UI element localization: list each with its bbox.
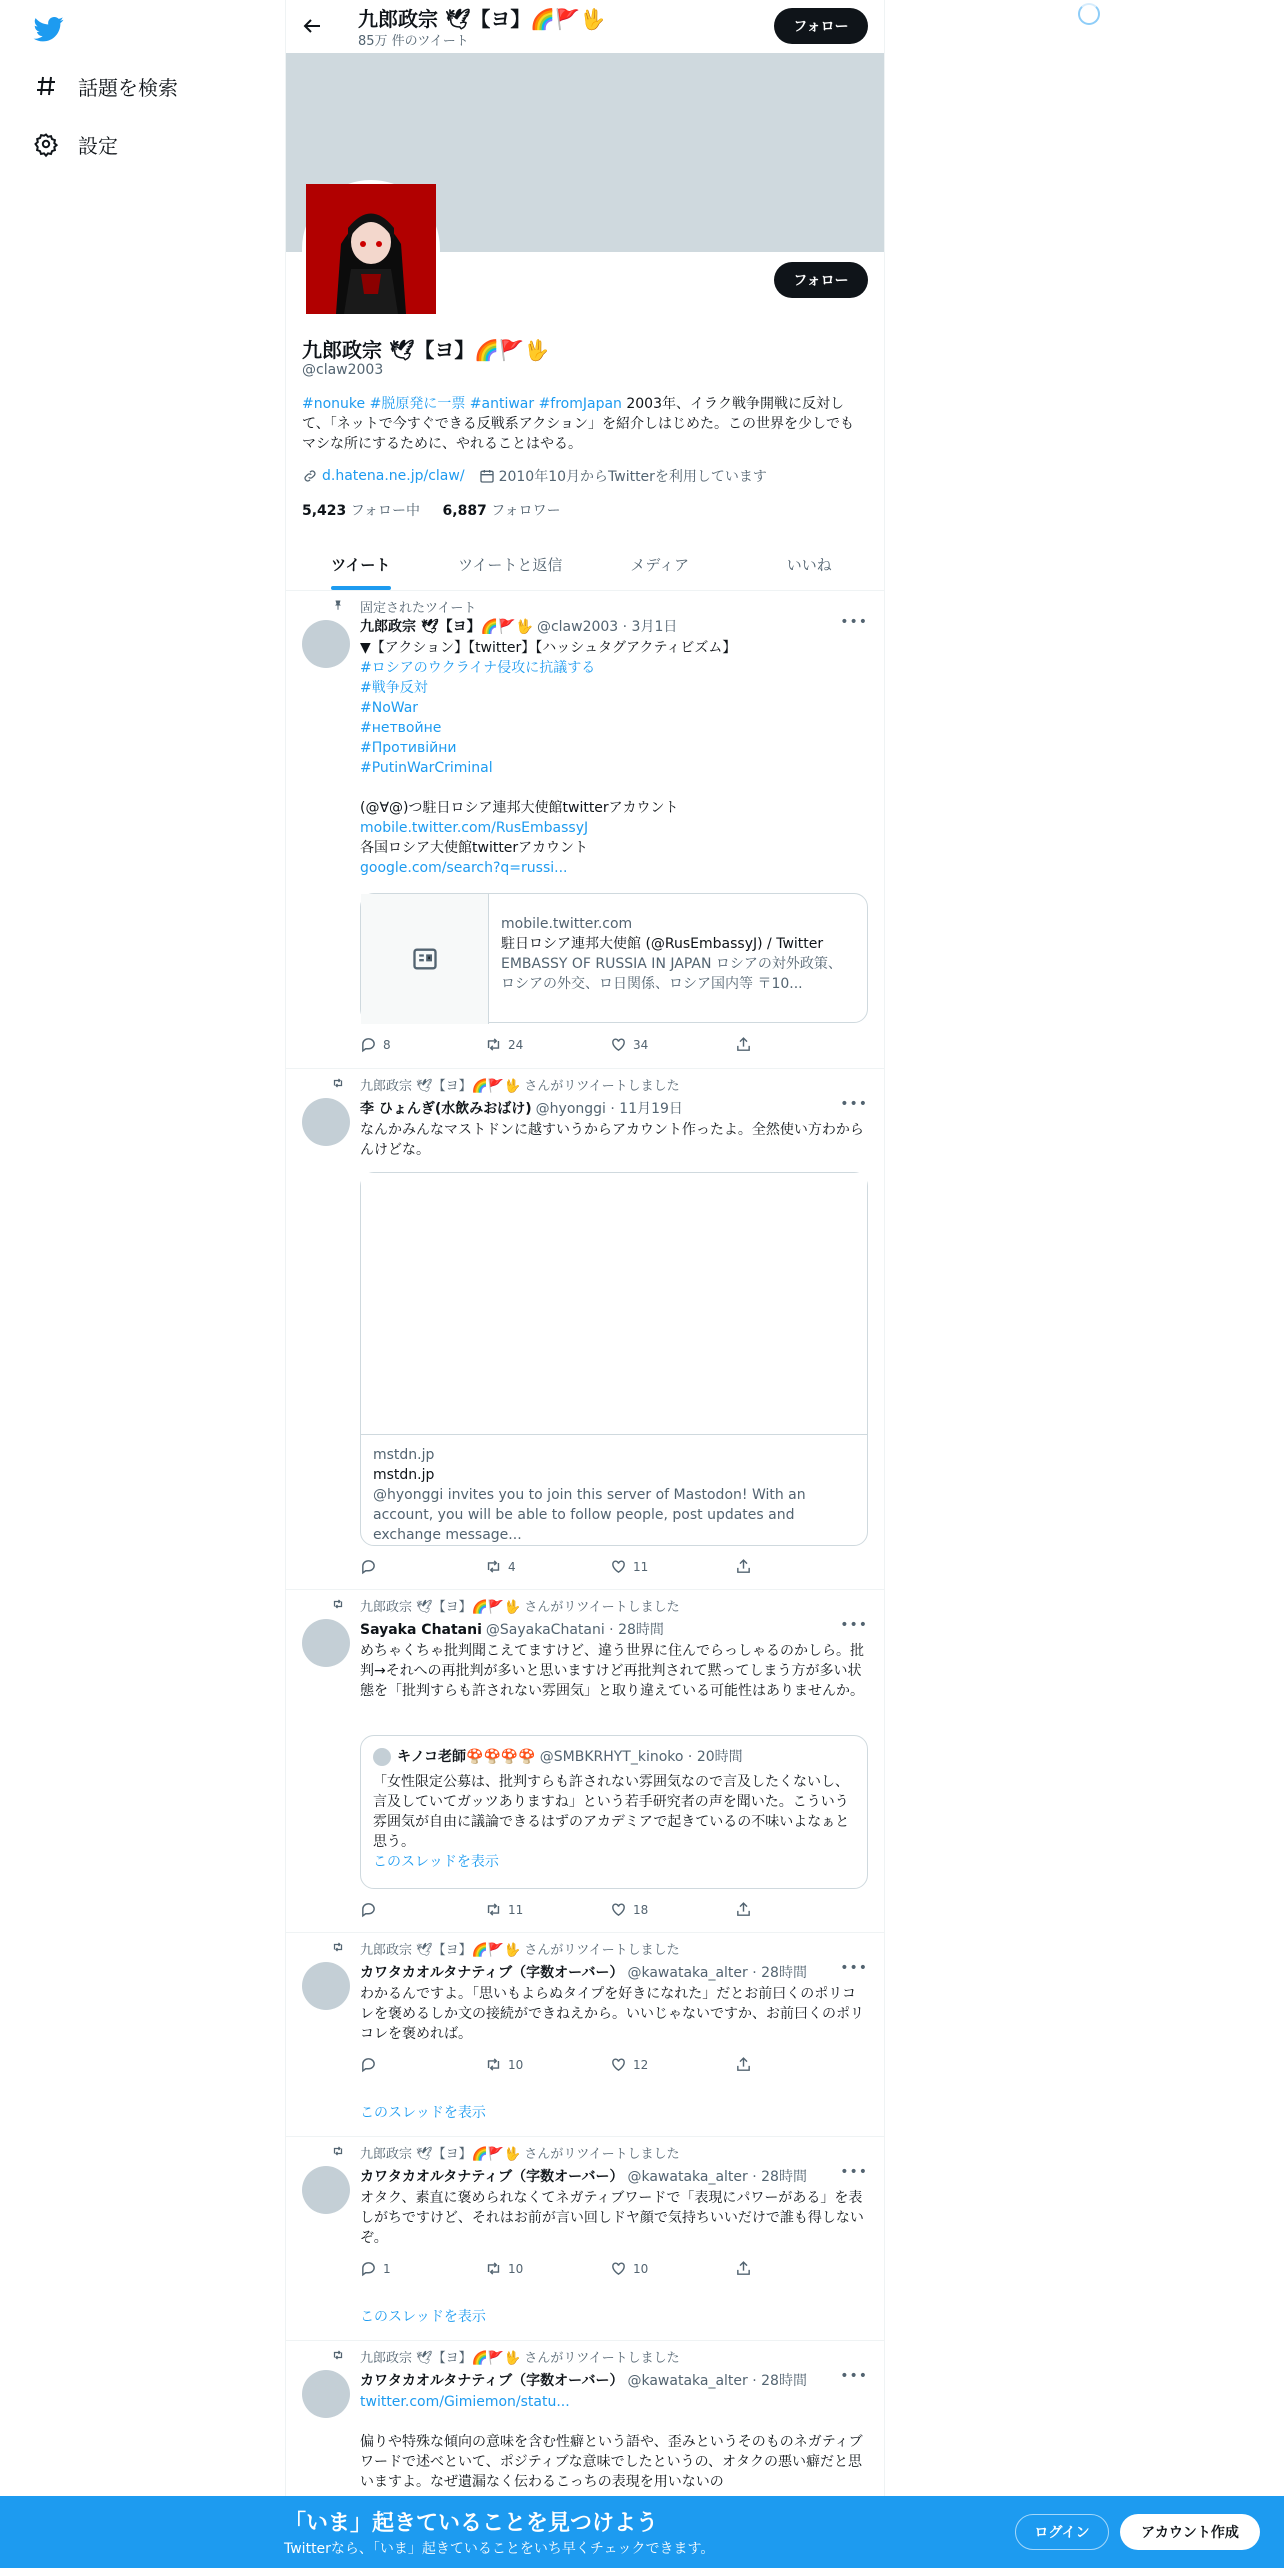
calendar-icon: [479, 468, 495, 484]
link-icon: [302, 468, 318, 484]
tweet-author-name[interactable]: カワタカオルタナティブ（字数オーバー）: [360, 2373, 624, 2389]
share-button[interactable]: [735, 2056, 775, 2073]
profile-bio: [302, 394, 868, 454]
following-link[interactable]: 5,423 フォロー中: [302, 503, 421, 519]
twitter-bird-icon[interactable]: [34, 14, 64, 44]
tweet-actions: [360, 1901, 790, 1918]
share-button[interactable]: [735, 1036, 775, 1053]
profile-handle: @claw2003: [302, 362, 384, 378]
heart-icon: [610, 2056, 627, 2073]
tab-likes[interactable]: いいね: [786, 555, 832, 574]
profile-avatar[interactable]: [302, 180, 440, 318]
like-button[interactable]: 12: [610, 2056, 735, 2073]
profile-column: [285, 0, 885, 2568]
retweet-button[interactable]: 10: [485, 2056, 610, 2073]
tweet-author-name[interactable]: カワタカオルタナティブ（字数オーバー）: [360, 2169, 624, 2185]
avatar-character-image: [306, 184, 436, 314]
retweet-icon: [332, 2145, 344, 2157]
avatar[interactable]: [302, 2166, 350, 2214]
heart-icon: [610, 1901, 627, 1918]
pin-icon: [332, 599, 344, 611]
card-description: EMBASSY OF RUSSIA IN JAPAN ロシアの対外政策、ロシアの外交、ロ日関係、ロシア国内等 〒10...: [501, 956, 842, 992]
retweet-icon: [485, 1036, 502, 1053]
tweet-link[interactable]: twitter.com/Gimiemon/statu...: [360, 2394, 570, 2410]
tweet-context: 九郎政宗 🕊【ヨ】🌈🚩🖖 さんがリツイートしました: [360, 1075, 680, 1094]
tab-tweets-replies[interactable]: ツイートと返信: [458, 555, 563, 574]
hashtag-link[interactable]: #戦争反対: [360, 680, 428, 696]
card-image: [361, 1173, 867, 1435]
login-button[interactable]: ログイン: [1015, 2514, 1109, 2550]
like-button[interactable]: 18: [610, 1901, 735, 1918]
show-thread-link[interactable]: このスレッドを表示: [360, 2105, 486, 2121]
quote-avatar: [373, 1748, 391, 1766]
retweet-icon: [485, 1558, 502, 1575]
google-search-link[interactable]: google.com/search?q=russi...: [360, 860, 568, 876]
left-nav: [0, 0, 285, 2568]
profile-link[interactable]: d.hatena.ne.jp/claw/: [322, 468, 465, 484]
nav-explore-label: 話題を検索: [78, 75, 178, 100]
share-icon: [735, 1901, 752, 1918]
tweet-actions: [360, 1558, 790, 1575]
nav-explore[interactable]: [34, 66, 178, 106]
tweet-meta[interactable]: @hyonggi · 11月19日: [535, 1101, 683, 1117]
link-card[interactable]: [360, 1172, 868, 1546]
retweet-icon: [332, 1077, 344, 1089]
retweet-icon: [332, 1941, 344, 1953]
hashtag-link[interactable]: #PutinWarCriminal: [360, 760, 493, 776]
tweet-retweet[interactable]: [286, 1591, 884, 1933]
heart-icon: [610, 1558, 627, 1575]
tweet-author-name[interactable]: 九郎政宗 🕊【ヨ】🌈🚩🖖: [360, 619, 533, 635]
retweet-button[interactable]: 4: [485, 1558, 610, 1575]
nav-settings[interactable]: [34, 124, 118, 164]
avatar[interactable]: [302, 1962, 350, 2010]
reply-icon: [360, 1036, 377, 1053]
heart-icon: [610, 1036, 627, 1053]
tweet-header: [360, 2370, 807, 2390]
tweet-author-name[interactable]: Sayaka Chatani: [360, 1622, 482, 1638]
tweet-meta[interactable]: @SayakaChatani · 28時間: [485, 1622, 664, 1638]
profile-tabs: [286, 538, 884, 591]
retweet-icon: [332, 2349, 344, 2361]
avatar[interactable]: [302, 1619, 350, 1667]
article-icon: [411, 945, 439, 973]
tweet-author-name[interactable]: カワタカオルタナティブ（字数オーバー）: [360, 1965, 624, 1981]
quote-header: キノコ老師🍄🍄🍄🍄 @SMBKRHYT_kinoko · 20時間: [373, 1746, 855, 1766]
top-bar-name: 九郎政宗 🕊【ヨ】🌈🚩🖖: [358, 7, 606, 31]
reply-button[interactable]: 1: [360, 2260, 485, 2277]
tweet-meta[interactable]: @claw2003 · 3月1日: [536, 619, 678, 635]
tweet-retweet[interactable]: [286, 1070, 884, 1590]
retweet-button[interactable]: 10: [485, 2260, 610, 2277]
tweet-context: 九郎政宗 🕊【ヨ】🌈🚩🖖 さんがリツイートしました: [360, 1596, 680, 1615]
tweet-header: [360, 616, 677, 636]
profile-name: 九郎政宗 🕊【ヨ】🌈🚩🖖: [302, 338, 550, 362]
top-bar-tweet-count: 85万 件のツイート: [358, 34, 469, 49]
retweet-icon: [485, 2056, 502, 2073]
tweet-header: [360, 1619, 664, 1639]
quote-show-thread[interactable]: このスレッドを表示: [373, 1854, 499, 1870]
share-button[interactable]: [735, 1558, 775, 1575]
reply-icon: [360, 1901, 377, 1918]
like-button[interactable]: 34: [610, 1036, 735, 1053]
signup-banner-subtitle: Twitterなら、「いま」起きていることをいち早くチェックできます。: [284, 2541, 715, 2557]
like-button[interactable]: 10: [610, 2260, 735, 2277]
reply-button[interactable]: 8: [360, 1036, 485, 1053]
share-icon: [735, 1558, 752, 1575]
nav-settings-label: 設定: [78, 133, 118, 158]
tweet-retweet[interactable]: [286, 2138, 884, 2341]
tweet-meta[interactable]: @kawataka_alter · 28時間: [627, 1965, 807, 1981]
card-description: @hyonggi invites you to join this server of Mastodon! With an account, you will be able to follow people, post updates and exchange message...: [373, 1487, 806, 1543]
back-arrow-icon[interactable]: [300, 14, 324, 38]
tweet-text: 偏りや特殊な傾向の意味を含む性癖という語や、歪みというそのものネガティブワードで述べといて、ポジティブな意味でしたというの、オタクの悪い癖だと思いますよ。なぜ遺漏なく伝わるこっちの表現を用いないの: [360, 2434, 863, 2490]
reply-button[interactable]: [360, 1558, 485, 1575]
top-bar: [286, 0, 884, 53]
tweet-header: [360, 1962, 807, 1982]
signup-button[interactable]: アカウント作成: [1120, 2514, 1260, 2550]
share-button[interactable]: [735, 2260, 775, 2277]
reply-icon: [360, 2260, 377, 2277]
loading-spinner-icon: [1078, 3, 1100, 25]
bio-hashtags[interactable]: #nonuke #脱原発に一票 #antiwar #fromJapan: [302, 396, 622, 412]
tweet-actions: [360, 2056, 790, 2073]
followers-link[interactable]: 6,887 フォロワー: [442, 503, 561, 519]
hashtag-link[interactable]: #NoWar: [360, 700, 419, 716]
reply-icon: [360, 1558, 377, 1575]
quote-text: 「女性限定公募は、批判すらも許されない雰囲気なので言及したくないし、言及していてガッツありますね」という若手研究者の声を聞いた。こういう雰囲気が自由に議論できるはずのアカデミアで起きているの不味いよなぁと思う。: [373, 1774, 850, 1850]
more-icon[interactable]: •••: [840, 1960, 868, 1976]
tweet-context: 九郎政宗 🕊【ヨ】🌈🚩🖖 さんがリツイートしました: [360, 1939, 680, 1958]
tweet-actions: [360, 1036, 790, 1053]
tweet-meta[interactable]: @kawataka_alter · 28時間: [627, 2373, 807, 2389]
share-icon: [735, 2056, 752, 2073]
bio-text: 2003年、イラク戦争開戦に反対して、「ネットで今すぐできる反戦系アクション」を紹介しはじめた。この世界を少しでもマシな所にするために、やれることはやる。: [302, 396, 855, 452]
retweet-icon: [485, 2260, 502, 2277]
profile-follow-button[interactable]: フォロー: [774, 262, 868, 298]
show-thread-link[interactable]: このスレッドを表示: [360, 2309, 486, 2325]
hashtag-icon: [34, 74, 58, 98]
retweet-icon: [332, 1598, 344, 1610]
avatar[interactable]: [302, 620, 350, 668]
tweet-pinned[interactable]: [286, 592, 884, 1069]
retweet-icon: [485, 1901, 502, 1918]
reply-button[interactable]: [360, 2056, 485, 2073]
more-icon[interactable]: •••: [840, 2164, 868, 2180]
tweet-text: なんかみんなマストドンに越すいうからアカウント作ったよ。全然使い方わからんけどな。: [360, 1122, 864, 1158]
tweet-text: ▼【アクション】【twitter】【ハッシュタグアクティビズム】 #ロシアのウクライナ侵攻に抗議する #戦争反対 #NoWar #нетвойне #Противійни #PutinWarCriminal (@∀@)つ駐日ロシア連邦大使館twitterアカウント mobile.twitter.com/RusEmbassyJ 各国ロシア大使館twitterアカウント google.com/search?q=russi...: [360, 638, 870, 878]
share-button[interactable]: [735, 1901, 775, 1918]
card-thumb: [361, 894, 489, 1024]
share-icon: [735, 1036, 752, 1053]
quote-tweet[interactable]: [360, 1735, 868, 1889]
tab-tweets[interactable]: ツイート: [286, 538, 436, 590]
card-domain: mobile.twitter.com: [501, 916, 633, 932]
reply-button[interactable]: [360, 1901, 485, 1918]
embassy-link[interactable]: mobile.twitter.com/RusEmbassyJ: [360, 820, 589, 836]
signup-banner-title: 「いま」起きていることを見つけよう: [284, 2511, 659, 2536]
more-icon[interactable]: •••: [840, 1096, 868, 1112]
top-follow-button[interactable]: フォロー: [774, 8, 868, 44]
hashtag-link[interactable]: #нетвойне: [360, 720, 442, 736]
tweet-text: わかるんですよ。「思いもよらぬタイプを好きになれた」だとお前曰くのポリコレを褒めるしか文の接続ができねえから。いいじゃないですか、お前曰くのポリコレを褒めれば。: [360, 1986, 864, 2042]
profile-joined: 2010年10月からTwitterを利用しています: [498, 469, 767, 485]
more-icon[interactable]: •••: [840, 614, 868, 630]
tweet-author-name[interactable]: 李 ひょんぎ(水飲みおばけ): [360, 1101, 532, 1117]
heart-icon: [610, 2260, 627, 2277]
tweet-text: めちゃくちゃ批判聞こえてますけど、違う世界に住んでらっしゃるのかしら。批判→それへの再批判が多いと思いますけど再批判されて黙ってしまう方が多い状態を「批判すらも許されない雰囲気」と取り違えている可能性はありませんか。: [360, 1643, 864, 1699]
tweet-retweet[interactable]: [286, 1934, 884, 2137]
profile-meta: [302, 466, 767, 486]
more-icon[interactable]: •••: [840, 2368, 868, 2384]
card-title: mstdn.jp: [373, 1467, 435, 1483]
tweet-meta[interactable]: @kawataka_alter · 28時間: [627, 2169, 807, 2185]
tweet-header: [360, 1098, 683, 1118]
reply-icon: [360, 2056, 377, 2073]
signup-banner: [0, 2496, 1284, 2568]
tweet-context: 九郎政宗 🕊【ヨ】🌈🚩🖖 さんがリツイートしました: [360, 2347, 680, 2366]
card-title: 駐日ロシア連邦大使館 (@RusEmbassyJ) / Twitter: [501, 936, 824, 952]
tweet-header: [360, 2166, 807, 2186]
retweet-button[interactable]: 11: [485, 1901, 610, 1918]
hashtag-link[interactable]: #Противійни: [360, 740, 457, 756]
retweet-button[interactable]: 24: [485, 1036, 610, 1053]
profile-follow-stats: [302, 500, 561, 520]
hashtag-link[interactable]: #ロシアのウクライナ侵攻に抗議する: [360, 660, 596, 676]
more-icon[interactable]: •••: [840, 1617, 868, 1633]
tweet-actions: [360, 2260, 790, 2277]
tweet-text: オタク、素直に褒められなくてネガティブワードで「表現にパワーがある」を表しがちですけど、それはお前が言い回しドヤ顔で気持ちいいだけで誰も得しないぞ。: [360, 2190, 864, 2246]
tweet-context: 九郎政宗 🕊【ヨ】🌈🚩🖖 さんがリツイートしました: [360, 2143, 680, 2162]
link-card[interactable]: [360, 893, 868, 1023]
avatar[interactable]: [302, 1098, 350, 1146]
card-domain: mstdn.jp: [373, 1447, 435, 1463]
gear-icon: [34, 132, 58, 156]
avatar[interactable]: [302, 2370, 350, 2418]
tab-media[interactable]: メディア: [630, 555, 690, 574]
like-button[interactable]: 11: [610, 1558, 735, 1575]
share-icon: [735, 2260, 752, 2277]
tweet-context: 固定されたツイート: [360, 597, 476, 616]
